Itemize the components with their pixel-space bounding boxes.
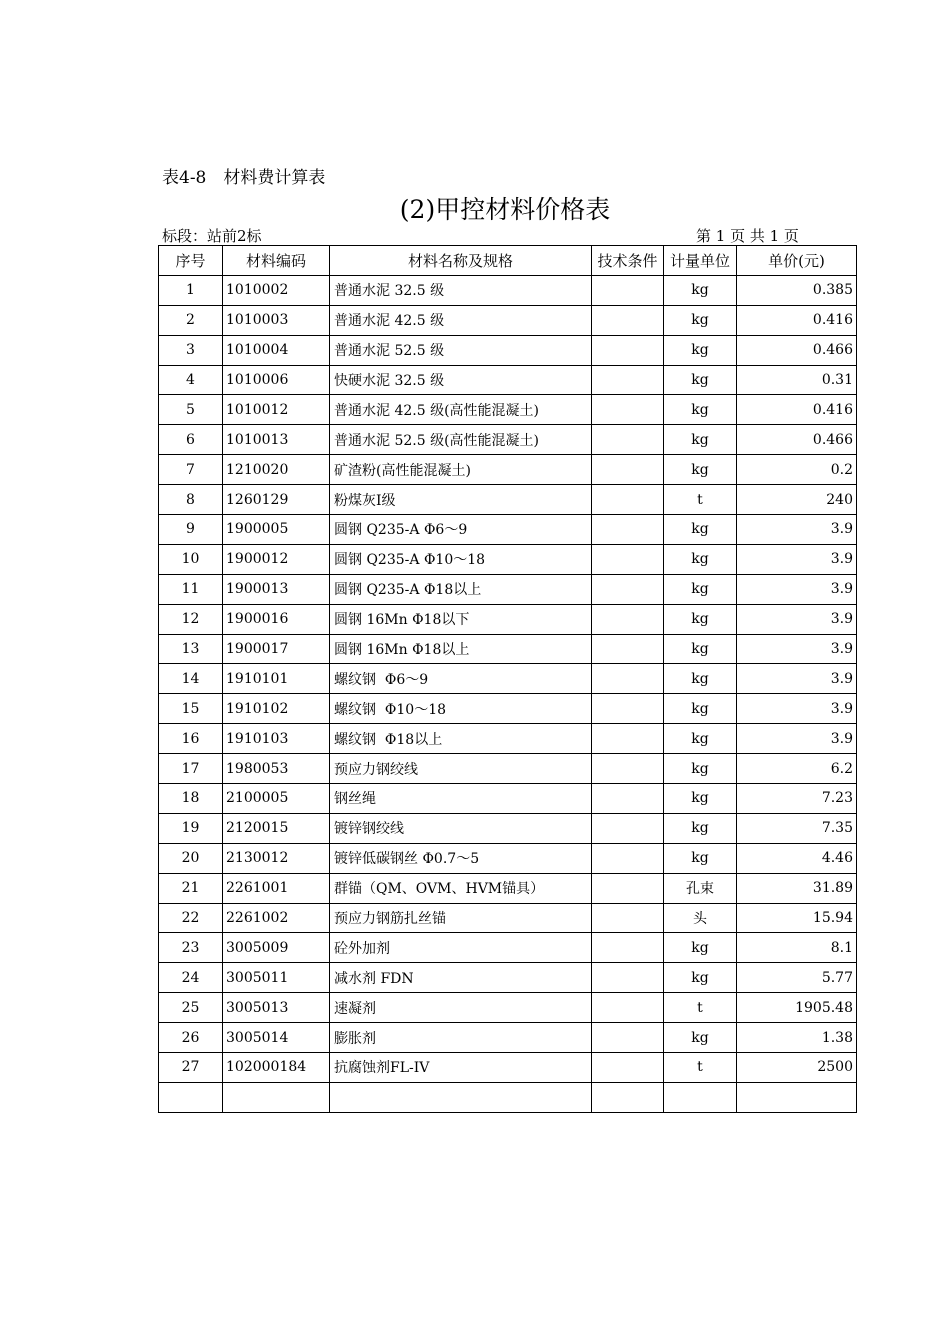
cell-name: 普通水泥 52.5 级(高性能混凝土) [330,425,592,455]
cell-price: 8.1 [737,933,857,963]
cell-name: 群锚（QM、OVM、HVM锚具） [330,873,592,903]
cell-code: 1210020 [223,455,330,485]
cell-code: 1260129 [223,485,330,515]
cell-price: 3.9 [737,724,857,754]
cell-seq: 20 [159,843,223,873]
header-seq: 序号 [159,246,223,276]
table-row [159,1053,857,1083]
cell-code: 2261001 [223,873,330,903]
table-row [159,365,857,395]
cell-unit: t [664,1053,737,1083]
cell-seq: 24 [159,963,223,993]
cell-name: 膨胀剂 [330,1023,592,1053]
header-tech: 技术条件 [592,246,664,276]
cell-name: 普通水泥 42.5 级 [330,305,592,335]
cell-name: 镀锌低碳钢丝 Φ0.7～5 [330,843,592,873]
section-label: 标段：站前2标 [162,227,262,245]
cell-seq [159,1082,223,1112]
cell-code: 2261002 [223,903,330,933]
table-row [159,275,857,305]
price-table [158,245,857,1113]
cell-name: 抗腐蚀剂FL-IV [330,1053,592,1083]
cell-seq: 14 [159,664,223,694]
cell-code: 1900005 [223,515,330,545]
table-row [159,963,857,993]
cell-unit: kg [664,963,737,993]
cell-name: 螺纹钢 Φ6～9 [330,664,592,694]
table-row [159,903,857,933]
cell-code: 1010003 [223,305,330,335]
cell-unit: kg [664,544,737,574]
cell-unit: kg [664,843,737,873]
cell-name: 钢丝绳 [330,784,592,814]
cell-seq: 22 [159,903,223,933]
cell-price: 240 [737,485,857,515]
cell-seq: 9 [159,515,223,545]
cell-tech [592,485,664,515]
header-code: 材料编码 [223,246,330,276]
page-title: (2)甲控材料价格表 [399,195,611,224]
cell-unit: kg [664,933,737,963]
cell-unit: kg [664,1023,737,1053]
table-row [159,993,857,1023]
page-info: 第 1 页 共 1 页 [696,227,799,245]
table-row [159,933,857,963]
cell-seq: 25 [159,993,223,1023]
cell-unit: kg [664,275,737,305]
table-row [159,634,857,664]
cell-seq: 13 [159,634,223,664]
header-name: 材料名称及规格 [330,246,592,276]
cell-tech [592,604,664,634]
cell-price: 6.2 [737,754,857,784]
cell-name: 普通水泥 32.5 级 [330,275,592,305]
cell-price: 4.46 [737,843,857,873]
table-row [159,724,857,754]
cell-unit: t [664,993,737,1023]
cell-code: 2120015 [223,813,330,843]
table-row [159,843,857,873]
cell-unit: kg [664,664,737,694]
cell-tech [592,993,664,1023]
table-row [159,574,857,604]
cell-code: 3005009 [223,933,330,963]
cell-name: 圆钢 16Mn Φ18以上 [330,634,592,664]
cell-tech [592,455,664,485]
cell-code: 1010012 [223,395,330,425]
cell-price: 3.9 [737,544,857,574]
cell-seq: 27 [159,1053,223,1083]
cell-price: 3.9 [737,694,857,724]
cell-name: 普通水泥 42.5 级(高性能混凝土) [330,395,592,425]
table-row [159,754,857,784]
table-row [159,1023,857,1053]
cell-code: 1010002 [223,275,330,305]
cell-seq: 8 [159,485,223,515]
table-row [159,335,857,365]
cell-price [737,1082,857,1112]
header-row [159,246,857,276]
cell-seq: 26 [159,1023,223,1053]
cell-tech [592,634,664,664]
cell-code: 3005011 [223,963,330,993]
cell-seq: 2 [159,305,223,335]
cell-tech [592,963,664,993]
cell-seq: 15 [159,694,223,724]
table-row [159,455,857,485]
cell-unit: kg [664,694,737,724]
cell-name: 圆钢 Q235-A Φ18以上 [330,574,592,604]
cell-unit: kg [664,813,737,843]
cell-seq: 7 [159,455,223,485]
cell-price: 0.31 [737,365,857,395]
cell-seq: 19 [159,813,223,843]
cell-seq: 21 [159,873,223,903]
cell-seq: 16 [159,724,223,754]
cell-unit: kg [664,754,737,784]
table-row [159,694,857,724]
cell-tech [592,724,664,754]
cell-code: 1910102 [223,694,330,724]
cell-code: 2130012 [223,843,330,873]
cell-price: 2500 [737,1053,857,1083]
cell-unit: kg [664,395,737,425]
cell-tech [592,275,664,305]
cell-unit: 孔束 [664,873,737,903]
cell-unit: kg [664,784,737,814]
cell-name: 圆钢 Q235-A Φ6～9 [330,515,592,545]
cell-price: 1905.48 [737,993,857,1023]
cell-seq: 12 [159,604,223,634]
table-row [159,873,857,903]
table-row [159,515,857,545]
cell-tech [592,813,664,843]
cell-seq: 10 [159,544,223,574]
cell-price: 7.35 [737,813,857,843]
cell-price: 1.38 [737,1023,857,1053]
table-row [159,544,857,574]
cell-tech [592,544,664,574]
header-unit: 计量单位 [664,246,737,276]
cell-code: 1900012 [223,544,330,574]
cell-price: 3.9 [737,634,857,664]
cell-tech [592,395,664,425]
cell-seq: 11 [159,574,223,604]
cell-name: 砼外加剂 [330,933,592,963]
cell-unit: kg [664,724,737,754]
cell-tech [592,664,664,694]
table-row [159,395,857,425]
cell-tech [592,365,664,395]
cell-name: 矿渣粉(高性能混凝土) [330,455,592,485]
cell-unit [664,1082,737,1112]
table-caption: 表4-8 材料费计算表 [162,168,326,188]
cell-code: 1910103 [223,724,330,754]
cell-code: 1010004 [223,335,330,365]
cell-name: 圆钢 16Mn Φ18以下 [330,604,592,634]
cell-code: 102000184 [223,1053,330,1083]
cell-seq: 23 [159,933,223,963]
cell-tech [592,903,664,933]
cell-seq: 6 [159,425,223,455]
cell-code: 2100005 [223,784,330,814]
cell-seq: 3 [159,335,223,365]
table-row [159,604,857,634]
cell-code: 3005014 [223,1023,330,1053]
cell-name: 圆钢 Q235-A Φ10～18 [330,544,592,574]
cell-tech [592,335,664,365]
cell-code: 3005013 [223,993,330,1023]
cell-unit: kg [664,425,737,455]
cell-price: 0.2 [737,455,857,485]
cell-tech [592,1082,664,1112]
cell-price: 0.385 [737,275,857,305]
table-row [159,664,857,694]
cell-tech [592,873,664,903]
cell-code: 1910101 [223,664,330,694]
cell-price: 5.77 [737,963,857,993]
cell-unit: kg [664,634,737,664]
cell-code: 1900017 [223,634,330,664]
cell-name: 预应力钢筋扎丝锚 [330,903,592,933]
cell-unit: kg [664,604,737,634]
cell-name: 螺纹钢 Φ18以上 [330,724,592,754]
table-row [159,784,857,814]
cell-unit: 头 [664,903,737,933]
cell-tech [592,305,664,335]
cell-code: 1010006 [223,365,330,395]
cell-tech [592,784,664,814]
cell-unit: kg [664,455,737,485]
table-row [159,305,857,335]
table-row [159,813,857,843]
cell-price: 3.9 [737,515,857,545]
cell-tech [592,933,664,963]
cell-name: 快硬水泥 32.5 级 [330,365,592,395]
cell-unit: kg [664,335,737,365]
cell-tech [592,754,664,784]
cell-tech [592,694,664,724]
cell-unit: kg [664,574,737,604]
cell-price: 0.416 [737,395,857,425]
cell-price: 0.416 [737,305,857,335]
cell-code: 1980053 [223,754,330,784]
header-price: 单价(元) [737,246,857,276]
cell-seq: 5 [159,395,223,425]
table-body [159,275,857,1112]
cell-unit: kg [664,305,737,335]
table-row [159,425,857,455]
cell-price: 7.23 [737,784,857,814]
cell-unit: t [664,485,737,515]
cell-tech [592,574,664,604]
cell-tech [592,843,664,873]
cell-seq: 4 [159,365,223,395]
cell-price: 3.9 [737,574,857,604]
cell-name: 速凝剂 [330,993,592,1023]
cell-name: 预应力钢绞线 [330,754,592,784]
cell-tech [592,425,664,455]
cell-seq: 17 [159,754,223,784]
cell-code [223,1082,330,1112]
cell-code: 1900016 [223,604,330,634]
cell-code: 1010013 [223,425,330,455]
table-row [159,485,857,515]
cell-price: 3.9 [737,604,857,634]
cell-unit: kg [664,365,737,395]
cell-tech [592,1053,664,1083]
cell-seq: 18 [159,784,223,814]
cell-price: 0.466 [737,335,857,365]
cell-seq: 1 [159,275,223,305]
cell-price: 0.466 [737,425,857,455]
cell-code: 1900013 [223,574,330,604]
cell-name: 普通水泥 52.5 级 [330,335,592,365]
cell-name: 减水剂 FDN [330,963,592,993]
cell-name [330,1082,592,1112]
cell-price: 31.89 [737,873,857,903]
cell-price: 3.9 [737,664,857,694]
cell-tech [592,515,664,545]
cell-price: 15.94 [737,903,857,933]
cell-name: 螺纹钢 Φ10～18 [330,694,592,724]
cell-tech [592,1023,664,1053]
cell-unit: kg [664,515,737,545]
cell-name: 粉煤灰Ⅰ级 [330,485,592,515]
table-row [159,1082,857,1112]
cell-name: 镀锌钢绞线 [330,813,592,843]
